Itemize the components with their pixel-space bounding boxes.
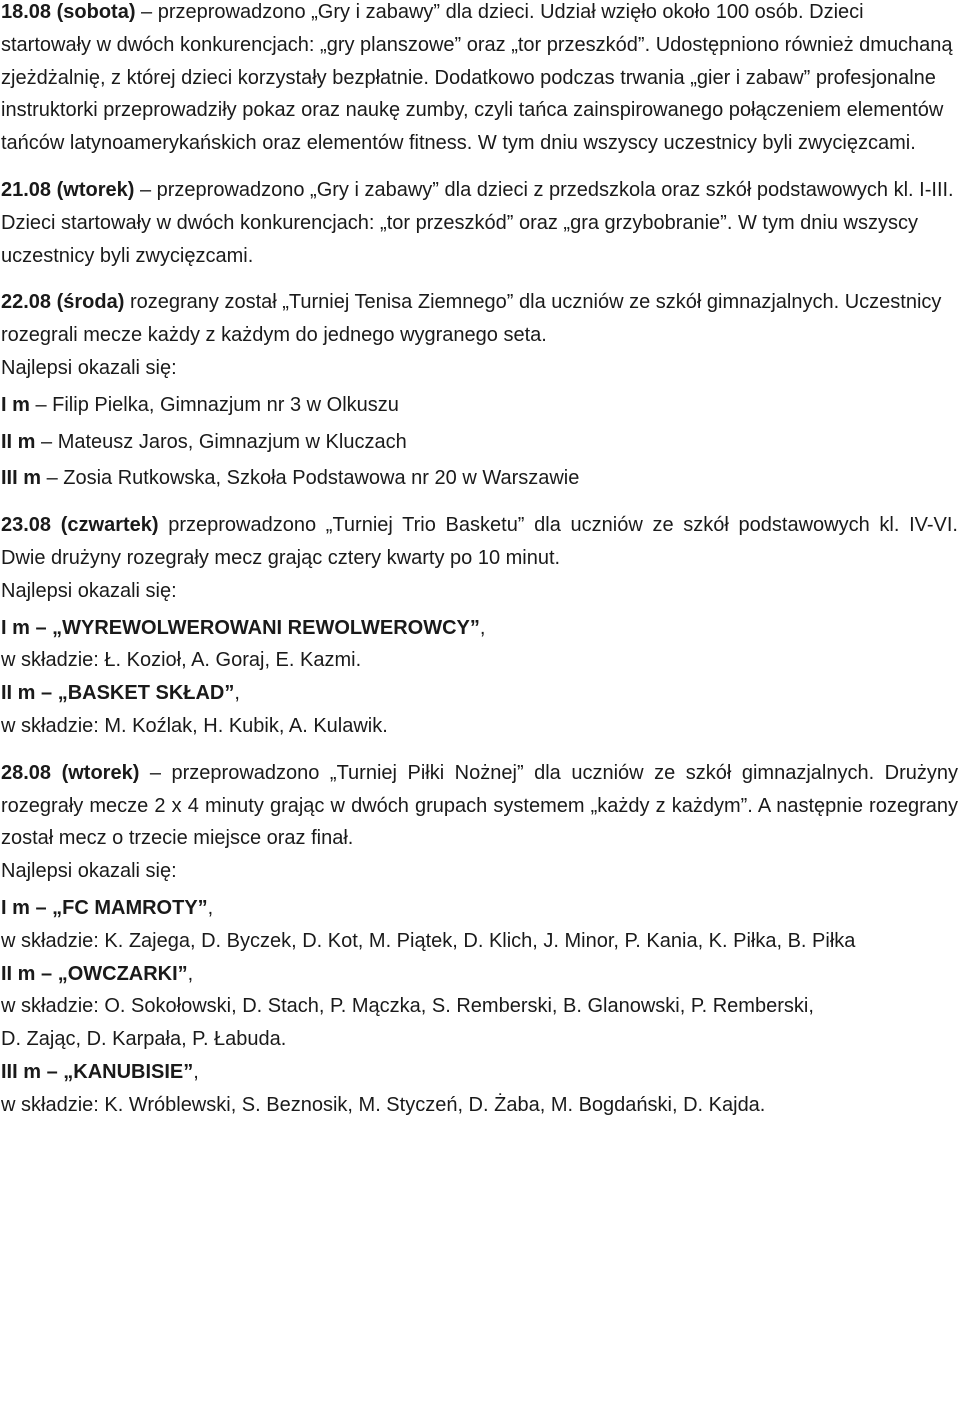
place-row <box>1 462 958 495</box>
place-label: I m <box>1 393 30 416</box>
team-place <box>1 677 958 710</box>
entry-text: przeprowadzono „Turniej Trio Basketu” dla uczniów ze szkół podstawowych kl. IV-VI. Dwie drużyny rozegrały mecz grając cztery kwarty po 10 minut. <box>1 514 958 569</box>
place-label: III m <box>1 467 42 490</box>
team-squad: w składzie: M. Koźlak, H. Kubik, A. Kulawik. <box>1 714 388 737</box>
entry-text: – przeprowadzono „Turniej Piłki Nożnej” dla uczniów ze szkół gimnazjalnych. Drużyny rozegrały mecze 2 x 4 minuty grając w dwóch grupach systemem „każdy z każdym”. A następnie rozegrany został mecz o trzecie miejsce oraz finał. <box>1 761 958 850</box>
best-label: Najlepsi okazali się: <box>1 356 177 379</box>
team-squad: w składzie: Ł. Kozioł, A. Goraj, E. Kazmi. <box>1 649 362 672</box>
entry-date: 28.08 (wtorek) <box>1 761 140 784</box>
team-name: II m – „BASKET SKŁAD” <box>1 682 235 705</box>
team-place <box>1 892 958 925</box>
place-label: II m <box>1 430 36 453</box>
team-name: I m – „WYREWOLWEROWANI REWOLWEROWCY” <box>1 616 480 639</box>
entry-date: 18.08 (sobota) <box>1 1 136 23</box>
team-squad: w składzie: K. Wróblewski, S. Beznosik, M. Styczeń, D. Żaba, M. Bogdański, D. Kajda. <box>1 1093 766 1116</box>
team-place <box>1 958 958 991</box>
entry-22-08 <box>1 286 958 352</box>
team-place <box>1 612 958 645</box>
entry-date: 21.08 (wtorek) <box>1 178 135 201</box>
entry-text: rozegrany został „Turniej Tenisa Ziemnego” dla uczniów ze szkół gimnazjalnych. Uczestnicy rozegrali mecze każdy z każdym do jednego wygranego seta. <box>1 291 942 347</box>
best-label: Najlepsi okazali się: <box>1 860 177 883</box>
team-suffix: , <box>187 962 194 985</box>
team-squad: w składzie: K. Zajega, D. Byczek, D. Kot, M. Piątek, D. Klich, J. Minor, P. Kania, K. Piłka, B. Piłka <box>1 929 856 952</box>
entry-28-08 <box>1 757 958 855</box>
team-suffix: , <box>234 682 240 705</box>
team-squad: w składzie: O. Sokołowski, D. Stach, P. Mączka, S. Remberski, B. Glanowski, P. Remberski, D. Zając, D. Karpała, P. Łabuda. <box>1 995 814 1051</box>
best-label: Najlepsi okazali się: <box>1 579 177 602</box>
entry-23-08 <box>1 509 958 575</box>
entry-date: 23.08 (czwartek) <box>1 514 159 537</box>
entry-date: 22.08 (środa) <box>1 291 125 314</box>
entry-21-08 <box>1 174 958 272</box>
entry-text: – przeprowadzono „Gry i zabawy” dla dzieci. Udział wzięło około 100 osób. Dzieci startowały w dwóch konkurencjach: „gry planszowe” oraz „tor przeszkód”. Udostępniono również dmuchaną zjeżdżalnię, z której dzieci korzystały bezpłatnie. Dodatkowo podczas trwania „gier i zabaw” profesjonalne instruktorki przeprowadziły pokaz oraz naukę zumby, czyli tańca zainspirowanego połączeniem elementów tańców latynoamerykańskich oraz elementów fitness. W tym dniu wszyscy uczestnicy byli zwycięzcami. <box>1 1 953 155</box>
team-suffix: , <box>207 896 214 919</box>
team-suffix: , <box>193 1060 199 1083</box>
team-suffix: , <box>479 616 486 639</box>
entry-18-08 <box>1 0 958 160</box>
team-name: II m – „OWCZARKI” <box>1 962 188 985</box>
entry-text: – przeprowadzono „Gry i zabawy” dla dzieci z przedszkola oraz szkół podstawowych kl. I-III. Dzieci startowały w dwóch konkurencjach: „tor przeszkód” oraz „gra grzybobranie”. W tym dniu wszyscy uczestnicy byli zwycięzcami. <box>1 178 954 267</box>
place-text: – Mateusz Jaros, Gimnazjum w Kluczach <box>35 430 407 453</box>
place-text: – Zosia Rutkowska, Szkoła Podstawowa nr 20 w Warszawie <box>41 467 580 490</box>
place-row <box>1 389 958 422</box>
place-row <box>1 426 958 459</box>
team-name: III m – „KANUBISIE” <box>1 1060 194 1083</box>
place-text: – Filip Pielka, Gimnazjum nr 3 w Olkuszu <box>29 393 399 416</box>
team-name: I m – „FC MAMROTY” <box>1 896 208 919</box>
team-place <box>1 1056 958 1089</box>
